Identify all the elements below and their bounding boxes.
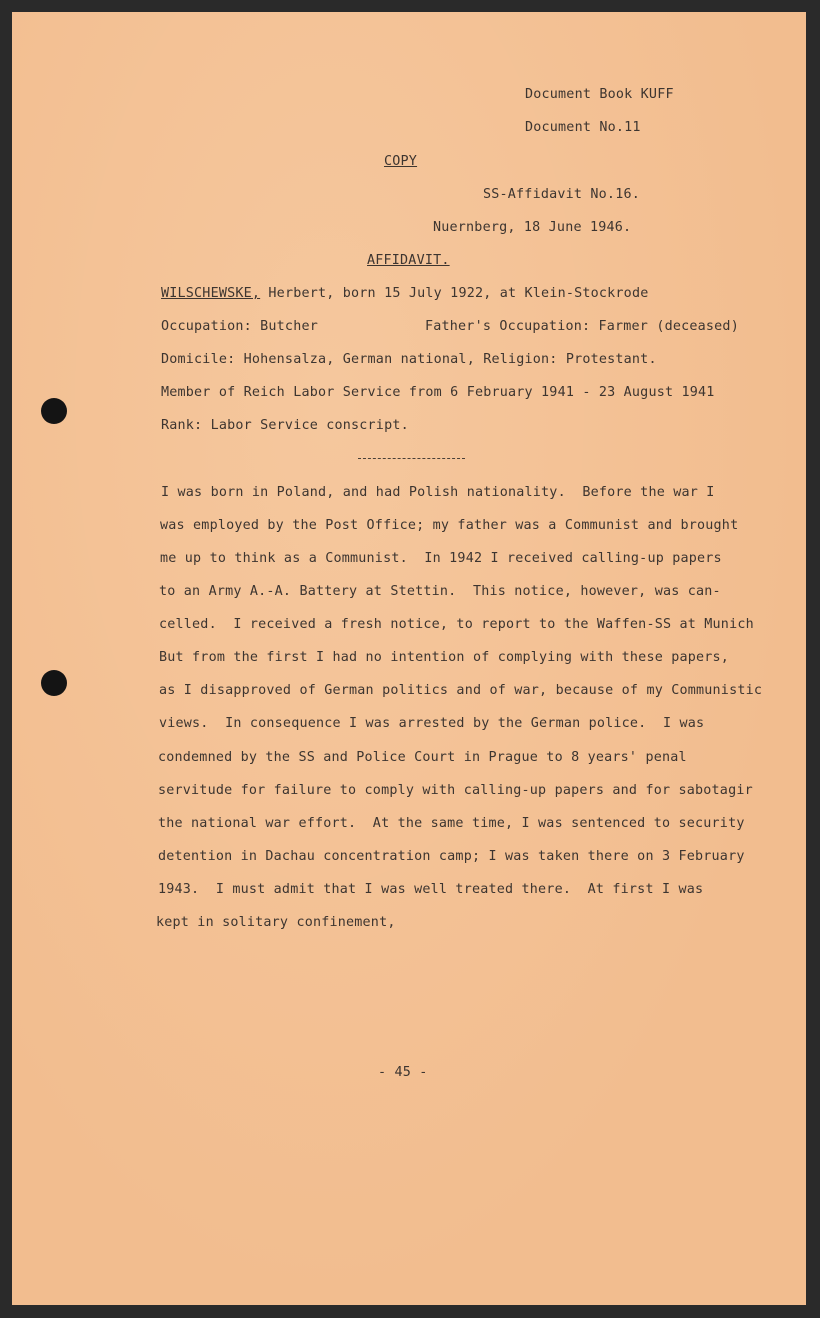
body-line-9: condemned by the SS and Police Court in Prague to 8 years' penal — [158, 750, 687, 765]
body-line-14: kept in solitary confinement, — [156, 915, 396, 930]
document-page — [12, 12, 806, 1305]
punch-hole-top — [41, 398, 67, 424]
affidavit-number: SS-Affidavit No.16. — [483, 187, 640, 202]
place-date: Nuernberg, 18 June 1946. — [433, 220, 632, 235]
document-book-label: Document Book KUFF — [525, 87, 674, 102]
body-line-5: celled. I received a fresh notice, to report to the Waffen-SS at Munich — [159, 617, 754, 632]
section-divider — [358, 458, 465, 459]
name-details: Herbert, born 15 July 1922, at Klein-Stockrode — [260, 286, 649, 301]
document-number: Document No.11 — [525, 120, 641, 135]
body-line-8: views. In consequence I was arrested by the German police. I was — [159, 716, 705, 731]
body-line-4: to an Army A.-A. Battery at Stettin. This notice, however, was can- — [159, 584, 721, 599]
name-line — [161, 286, 648, 301]
body-line-7: as I disapproved of German politics and of war, because of my Communistic — [159, 683, 763, 698]
membership: Member of Reich Labor Service from 6 February 1941 - 23 August 1941 — [161, 385, 715, 400]
body-line-1: I was born in Poland, and had Polish nationality. Before the war I — [161, 485, 715, 500]
punch-hole-bottom — [41, 670, 67, 696]
body-line-12: detention in Dachau concentration camp; I was taken there on 3 February — [158, 849, 745, 864]
page-number: - 45 - — [378, 1065, 428, 1080]
document-title: AFFIDAVIT. — [367, 253, 450, 268]
rank: Rank: Labor Service conscript. — [161, 418, 409, 433]
domicile: Domicile: Hohensalza, German national, Religion: Protestant. — [161, 352, 657, 367]
body-line-10: servitude for failure to comply with calling-up papers and for sabotagir — [158, 783, 753, 798]
body-line-13: 1943. I must admit that I was well treated there. At first I was — [158, 882, 704, 897]
body-line-11: the national war effort. At the same time, I was sentenced to security — [158, 816, 745, 831]
body-line-6: But from the first I had no intention of complying with these papers, — [159, 650, 730, 665]
body-line-3: me up to think as a Communist. In 1942 I received calling-up papers — [160, 551, 722, 566]
father-occupation: Father's Occupation: Farmer (deceased) — [425, 319, 739, 334]
body-line-2: was employed by the Post Office; my father was a Communist and brought — [160, 518, 739, 533]
surname: WILSCHEWSKE, — [161, 286, 261, 301]
occupation: Occupation: Butcher — [161, 319, 318, 334]
copy-label: COPY — [384, 154, 418, 169]
